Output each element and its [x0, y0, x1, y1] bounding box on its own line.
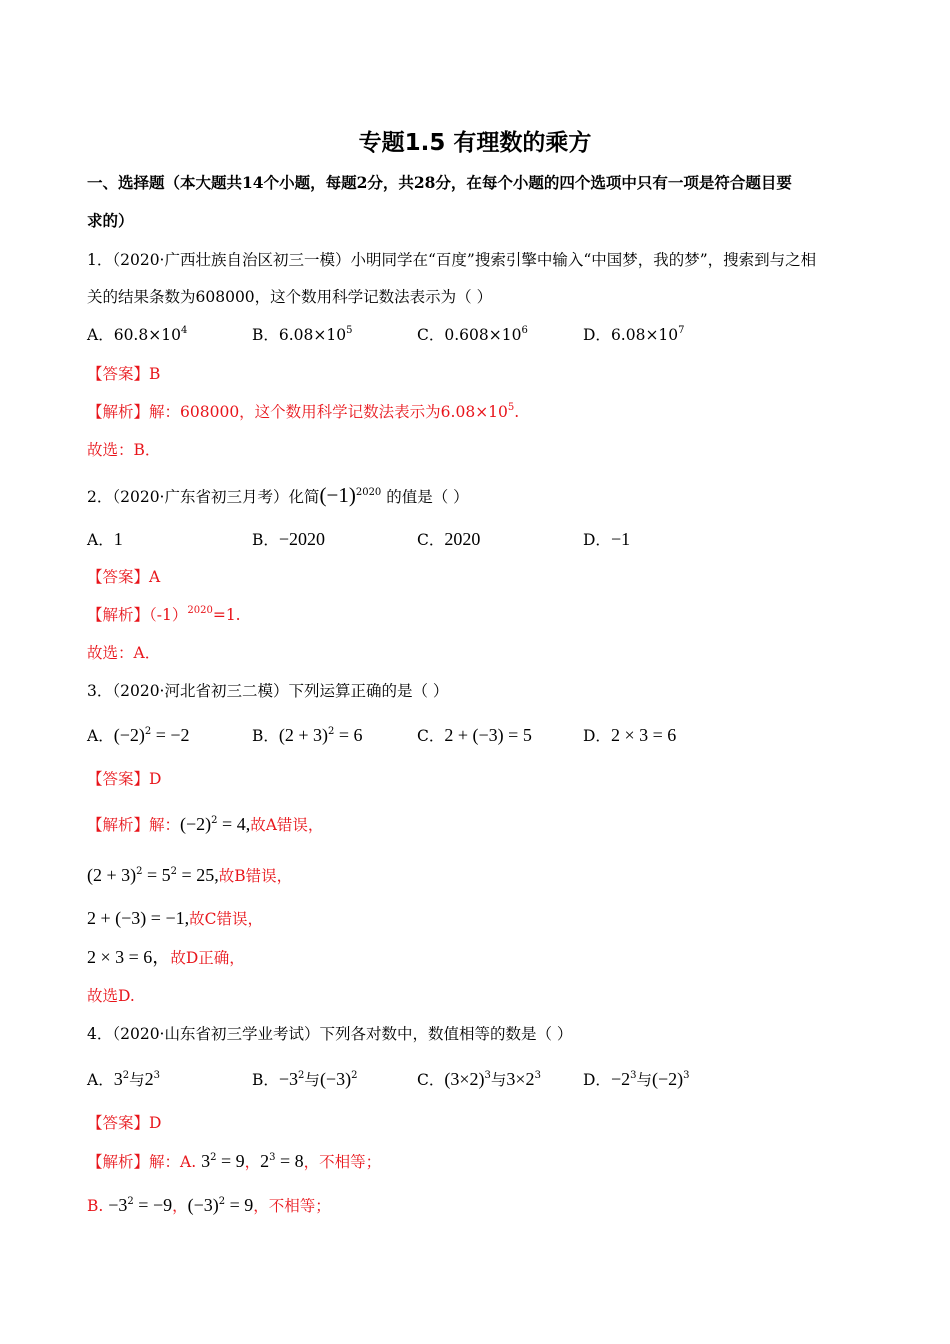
q3-analysis-line2: $(2 + 3)^2 = 5^2 = 25$,故B错误， [87, 865, 293, 885]
q3-conclusion: 故选D. [87, 987, 135, 1005]
section-heading: 一、选择题（本大题共14个小题，每题2分，共28分，在每个小题的四个选项中只有一项是符合题目要 [87, 173, 792, 192]
q4-analysis-line2: B. $-3^2 = -9$，$(-3)^2 = 9$，不相等； [87, 1195, 331, 1215]
q4-option-b: B．$-3^2$与$(-3)^2$ [252, 1069, 358, 1089]
q4-stem: 4．（2020·山东省初三学业考试）下列各对数中，数值相等的数是（ ） [87, 1025, 573, 1043]
q1-option-b: B．$6.08\times 10^5$ [252, 325, 353, 344]
q2-option-b: B．−2020 [252, 529, 326, 549]
section-heading-cont: 求的） [87, 211, 134, 230]
q2-option-d: D．−1 [583, 529, 631, 549]
q3-option-b: B．$(2 + 3)^2 = 6$ [252, 725, 363, 745]
q3-analysis-line4: 2 × 3 = 6，故D正确， [87, 947, 245, 967]
q3-option-d: D．2 × 3 = 6 [583, 725, 677, 745]
q1-stem-cont: 关的结果条数为608000，这个数用科学记数法表示为（ ） [87, 288, 493, 306]
q2-conclusion: 故选：A． [87, 644, 161, 662]
q4-analysis-line1: 【解析】解：A. $3^2 = 9$，$2^3 = 8$，不相等； [87, 1151, 382, 1171]
q1-conclusion: 故选：B． [87, 441, 161, 459]
q3-option-a: A．$(-2)^2 = -2$ [87, 725, 190, 745]
q1-analysis: 【解析】解：608000，这个数用科学记数法表示为$6.08\times 10^5$. [87, 402, 520, 421]
q3-analysis-line1: 【解析】解：$(-2)^2 = 4$,故A错误， [87, 814, 324, 834]
q2-analysis: 【解析】$(-1)^{2020}=1$. [87, 605, 241, 624]
q2-option-c: C．2020 [417, 529, 481, 549]
q2-option-a: A．1 [87, 529, 123, 549]
q3-answer: 【答案】D [87, 770, 162, 788]
q4-option-c: C．$(3\times 2)^3$与$3\times 2^3$ [417, 1069, 541, 1089]
q1-answer: 【答案】B [87, 365, 161, 383]
q4-option-d: D．$-2^3$与$(-2)^3$ [583, 1069, 690, 1089]
q4-option-a: A．$3^2$与$2^3$ [87, 1069, 160, 1089]
q1-stem: 1．（2020·广西壮族自治区初三一模）小明同学在“百度”搜索引擎中输入“中国梦，我的梦”，搜索到与之相 [87, 251, 817, 269]
q1-option-c: C．$0.608\times 10^6$ [417, 325, 528, 344]
q1-option-d: D．$6.08\times 10^7$ [583, 325, 685, 344]
q1-option-a: A．$60.8\times 10^4$ [87, 325, 188, 344]
q2-answer: 【答案】A [87, 568, 161, 586]
q3-analysis-line3: 2 + (−3) = −1,故C错误， [87, 908, 263, 928]
page-title: 专题1.5 有理数的乘方 [358, 130, 592, 156]
q3-option-c: C．2 + (−3) = 5 [417, 725, 532, 745]
q2-stem: 2．（2020·广东省初三月考）化简$(-1)^{2020}$ 的值是（ ） [87, 483, 469, 507]
q4-answer: 【答案】D [87, 1114, 162, 1132]
q3-stem: 3．（2020·河北省初三二模）下列运算正确的是（ ） [87, 682, 449, 700]
